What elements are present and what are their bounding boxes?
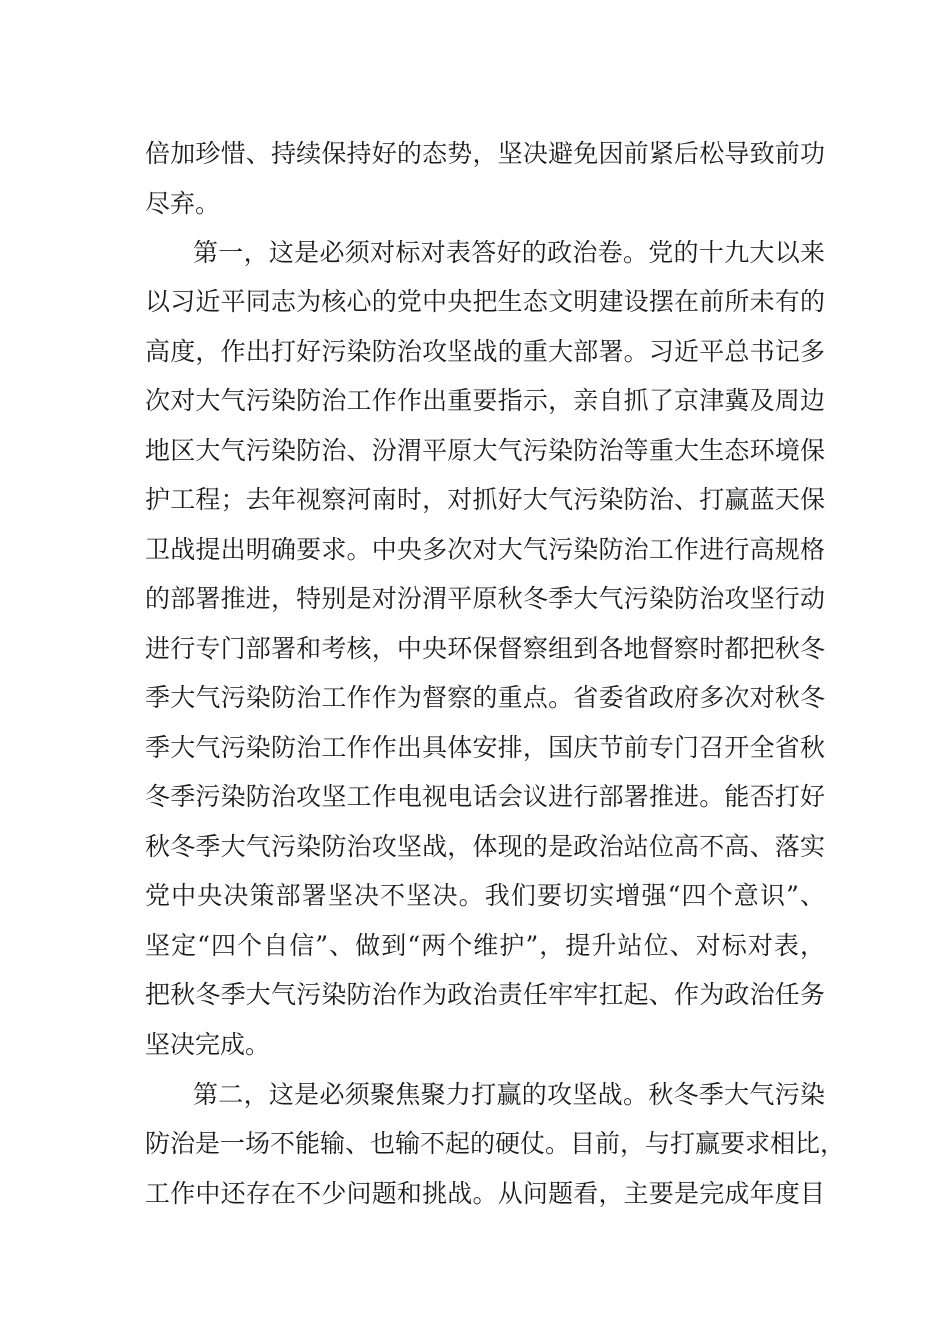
- text-line: 尽弃。: [145, 189, 221, 218]
- paragraph-first-line: 第一，这是必须对标对表答好的政治卷。党的十九大以来: [193, 238, 825, 267]
- text-line: 季大气污染防治工作作为督察的重点。省委省政府多次对秋冬: [145, 683, 825, 712]
- text-line: 坚定“四个自信”、做到“两个维护”，提升站位、对标对表，: [145, 931, 825, 960]
- text-line: 卫战提出明确要求。中央多次对大气污染防治工作进行高规格: [145, 535, 825, 564]
- text-line: 的部署推进，特别是对汾渭平原秋冬季大气污染防治攻坚行动: [145, 584, 825, 613]
- text-line: 秋冬季大气污染防治攻坚战，体现的是政治站位高不高、落实: [145, 832, 825, 861]
- text-line: 倍加珍惜、持续保持好的态势，坚决避免因前紧后松导致前功: [145, 139, 825, 168]
- text-line: 次对大气污染防治工作作出重要指示，亲自抓了京津冀及周边: [145, 386, 825, 415]
- text-line: 季大气污染防治工作作出具体安排，国庆节前专门召开全省秋: [145, 733, 825, 762]
- text-line: 进行专门部署和考核，中央环保督察组到各地督察时都把秋冬: [145, 634, 825, 663]
- text-line: 冬季污染防治攻坚工作电视电话会议进行部署推进。能否打好: [145, 782, 825, 811]
- text-line: 护工程；去年视察河南时，对抓好大气污染防治、打赢蓝天保: [145, 485, 825, 514]
- text-line: 以习近平同志为核心的党中央把生态文明建设摆在前所未有的: [145, 287, 825, 316]
- text-line: 把秋冬季大气污染防治作为政治责任牢牢扛起、作为政治任务: [145, 980, 825, 1009]
- text-line: 高度，作出打好污染防治攻坚战的重大部署。习近平总书记多: [145, 337, 825, 366]
- text-line: 工作中还存在不少问题和挑战。从问题看，主要是完成年度目: [145, 1179, 825, 1208]
- text-line: 防治是一场不能输、也输不起的硬仗。目前，与打赢要求相比，: [145, 1129, 846, 1158]
- text-line: 坚决完成。: [145, 1030, 271, 1059]
- paragraph-first-line: 第二，这是必须聚焦聚力打赢的攻坚战。秋冬季大气污染: [193, 1080, 825, 1109]
- text-line: 地区大气污染防治、汾渭平原大气污染防治等重大生态环境保: [145, 436, 825, 465]
- text-line: 党中央决策部署坚决不坚决。我们要切实增强“四个意识”、: [145, 881, 825, 910]
